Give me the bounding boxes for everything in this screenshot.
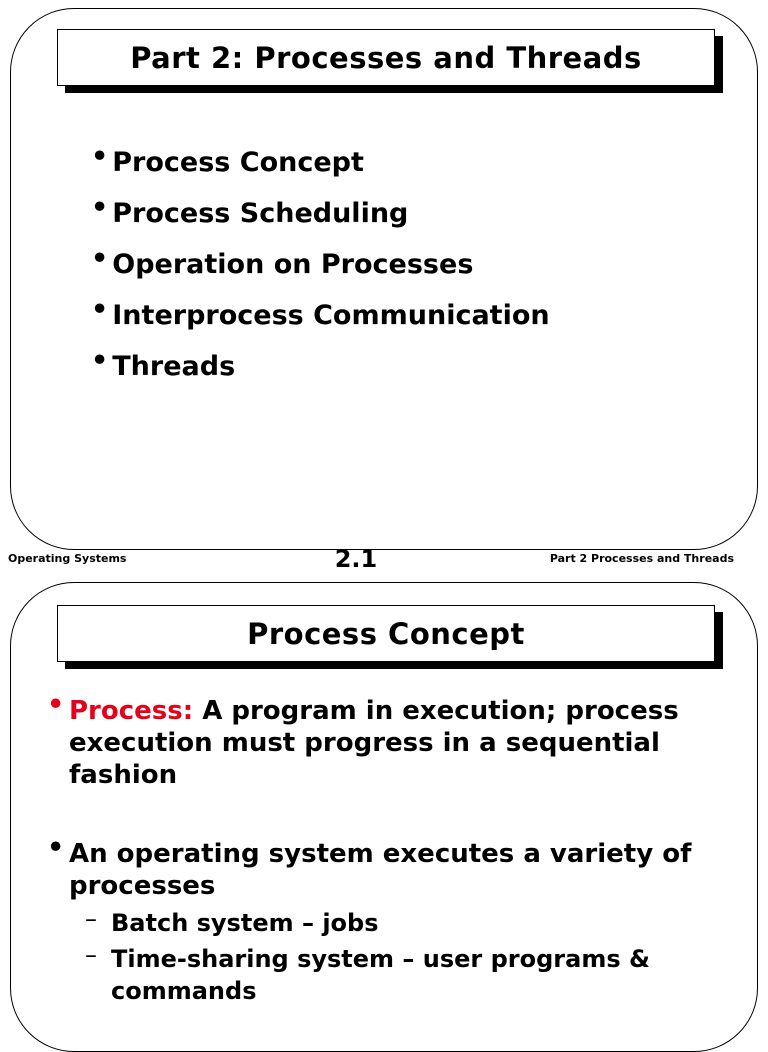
slide-1-bullet-list [91, 141, 550, 402]
footer-chapter-name: Part 2 Processes and Threads [549, 552, 734, 565]
bullet-icon: • [91, 141, 109, 172]
list-item-label: Operation on Processes [112, 249, 474, 280]
footer-course-name: Operating Systems [8, 552, 127, 565]
list-item-label: Process Scheduling [112, 198, 409, 229]
sub-list-item [85, 905, 711, 939]
sub-list-item-label: Time-sharing system – user programs & commands [111, 945, 650, 1005]
list-item [91, 243, 550, 300]
sub-list-item-label: Batch system – jobs [111, 909, 379, 937]
list-item-label: Interprocess Communication [112, 300, 550, 331]
process-term: Process: [69, 696, 194, 726]
list-item-label: Threads [112, 351, 236, 382]
bullet-icon: • [91, 294, 109, 325]
dash-icon: – [85, 941, 97, 969]
slide-1 [10, 8, 758, 550]
list-item [91, 294, 550, 351]
bullet-icon: • [47, 689, 65, 720]
bullet-icon: • [91, 345, 109, 376]
os-processes-text: An operating system executes a variety of processes [69, 839, 692, 901]
slide-2 [10, 582, 758, 1052]
bullet-icon: • [47, 832, 65, 863]
process-definition-item [47, 689, 719, 791]
slide-1-title: Part 2: Processes and Threads [57, 29, 715, 86]
list-item [91, 192, 550, 249]
os-processes-item [47, 832, 739, 902]
dash-icon: – [85, 905, 97, 933]
footer-page-number: 2.1 [334, 545, 378, 573]
list-item [91, 141, 550, 198]
bullet-icon: • [91, 192, 109, 223]
process-definition: A program in execution; process execution must progress in a sequential fashion [69, 696, 679, 790]
list-item-label: Process Concept [112, 147, 364, 178]
list-item [91, 345, 550, 402]
sub-list-item [85, 941, 711, 1007]
bullet-icon: • [91, 243, 109, 274]
slide-2-title: Process Concept [57, 605, 715, 662]
